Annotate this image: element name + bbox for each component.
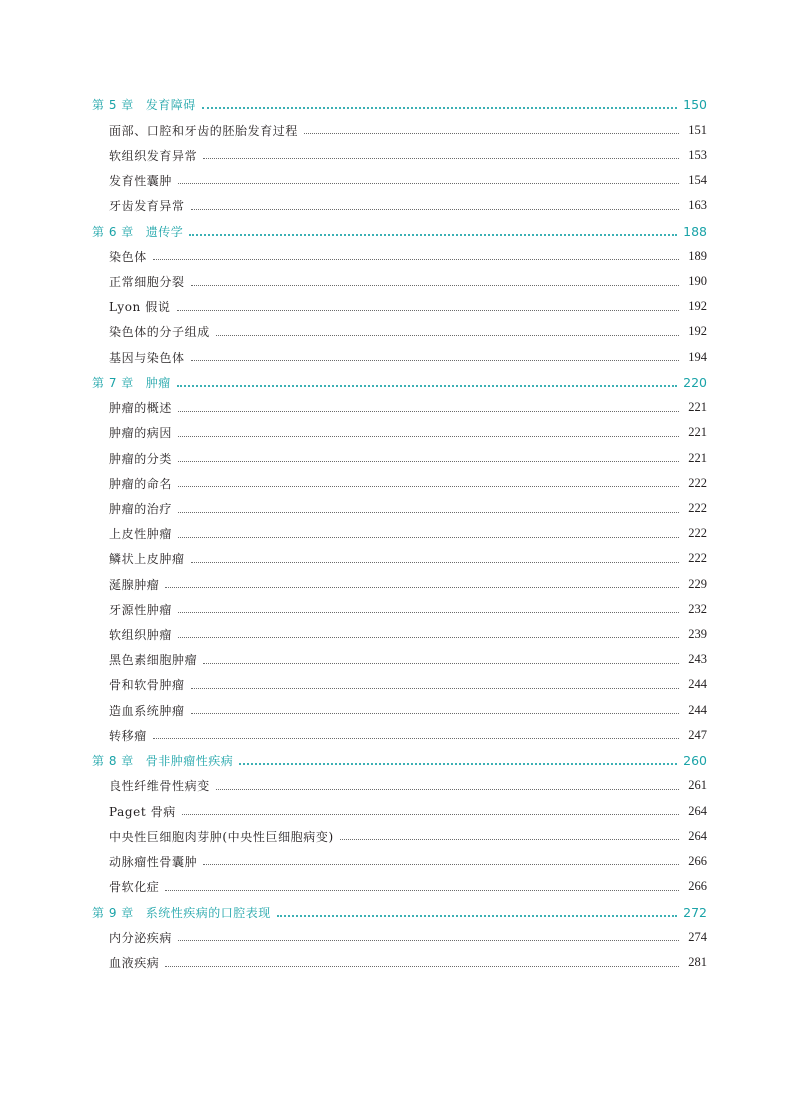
dot-leader xyxy=(178,939,679,941)
page-number: 221 xyxy=(688,425,707,440)
toc-section-entry[interactable] xyxy=(0,395,800,420)
toc-section-entry[interactable] xyxy=(0,446,800,471)
dot-leader xyxy=(203,157,679,159)
section-title: 基因与染色体 xyxy=(109,350,185,365)
page-number: 192 xyxy=(688,299,707,314)
page-number: 192 xyxy=(688,324,707,339)
page-number: 221 xyxy=(688,450,707,465)
page-number: 272 xyxy=(683,904,707,920)
section-title: 黑色素细胞肿瘤 xyxy=(109,653,198,668)
toc-section-entry[interactable] xyxy=(0,723,800,748)
dot-leader xyxy=(178,182,679,184)
toc-section-entry[interactable] xyxy=(0,143,800,168)
toc-chapter-entry[interactable] xyxy=(0,92,800,118)
section-title: 涎腺肿瘤 xyxy=(109,577,160,592)
section-title: 染色体的分子组成 xyxy=(109,325,210,340)
section-title: 鳞状上皮肿瘤 xyxy=(109,552,185,567)
dot-leader xyxy=(202,106,677,109)
page-number: 239 xyxy=(688,626,707,641)
section-title: 染色体 xyxy=(109,249,147,264)
dot-leader xyxy=(216,334,679,336)
chapter-title: 遗传学 xyxy=(145,224,184,239)
section-title: 骨和软骨肿瘤 xyxy=(109,678,185,693)
section-title: 肿瘤的治疗 xyxy=(109,502,173,517)
toc-section-entry[interactable] xyxy=(0,471,800,496)
toc-section-entry[interactable] xyxy=(0,773,800,798)
toc-section-entry[interactable] xyxy=(0,496,800,521)
page-number: 229 xyxy=(688,576,707,591)
section-title: 骨软化症 xyxy=(109,880,160,895)
page-number: 190 xyxy=(688,274,707,289)
chapter-number: 第 8 章 xyxy=(92,754,134,769)
page-number: 194 xyxy=(688,349,707,364)
chapter-number: 第 5 章 xyxy=(92,98,134,113)
page-number: 189 xyxy=(688,248,707,263)
dot-leader xyxy=(178,511,679,513)
section-title: 面部、口腔和牙齿的胚胎发育过程 xyxy=(109,123,299,138)
toc-section-entry[interactable] xyxy=(0,572,800,597)
dot-leader xyxy=(277,914,677,917)
page-number: 266 xyxy=(688,853,707,868)
toc-section-entry[interactable] xyxy=(0,118,800,143)
dot-leader xyxy=(178,636,679,638)
dot-leader xyxy=(191,208,679,210)
dot-leader xyxy=(165,965,679,967)
dot-leader xyxy=(178,410,679,412)
page-number: 151 xyxy=(688,122,707,137)
page-number: 222 xyxy=(688,475,707,490)
toc-section-entry[interactable] xyxy=(0,521,800,546)
page-number: 188 xyxy=(683,223,707,239)
section-title: 牙齿发育异常 xyxy=(109,199,185,214)
page-number: 220 xyxy=(683,374,707,390)
section-title: 肿瘤的命名 xyxy=(109,476,173,491)
dot-leader xyxy=(203,662,679,664)
dot-leader xyxy=(165,586,679,588)
dot-leader xyxy=(216,788,679,790)
page-number: 153 xyxy=(688,147,707,162)
section-title: 软组织发育异常 xyxy=(109,148,198,163)
dot-leader xyxy=(182,813,679,815)
toc-section-entry[interactable] xyxy=(0,597,800,622)
dot-leader xyxy=(178,611,679,613)
page-number: 222 xyxy=(688,526,707,541)
toc-section-entry[interactable] xyxy=(0,420,800,445)
toc-section-entry[interactable] xyxy=(0,345,800,370)
dot-leader xyxy=(153,258,679,260)
toc-chapter-entry[interactable] xyxy=(0,748,800,774)
toc-section-entry[interactable] xyxy=(0,824,800,849)
section-title: 造血系统肿瘤 xyxy=(109,703,185,718)
section-title: 内分泌疾病 xyxy=(109,930,173,945)
toc-chapter-entry[interactable] xyxy=(0,370,800,396)
page-number: 244 xyxy=(688,702,707,717)
toc-section-entry[interactable] xyxy=(0,697,800,722)
section-title: 肿瘤的分类 xyxy=(109,451,173,466)
page-number: 232 xyxy=(688,601,707,616)
dot-leader xyxy=(191,561,679,563)
toc-section-entry[interactable] xyxy=(0,950,800,975)
page-number: 274 xyxy=(688,929,707,944)
dot-leader xyxy=(153,737,679,739)
section-title: Lyon 假说 xyxy=(109,300,171,315)
page-number: 154 xyxy=(688,172,707,187)
toc-section-entry[interactable] xyxy=(0,546,800,571)
toc-section-entry[interactable] xyxy=(0,799,800,824)
toc-section-entry[interactable] xyxy=(0,874,800,899)
dot-leader xyxy=(177,384,677,387)
dot-leader xyxy=(191,284,679,286)
toc-section-entry[interactable] xyxy=(0,647,800,672)
dot-leader xyxy=(178,460,679,462)
dot-leader xyxy=(203,863,679,865)
section-title: 上皮性肿瘤 xyxy=(109,527,173,542)
dot-leader xyxy=(165,889,679,891)
dot-leader xyxy=(178,536,679,538)
dot-leader xyxy=(191,359,679,361)
dot-leader xyxy=(178,485,679,487)
toc-chapter-entry[interactable] xyxy=(0,218,800,244)
table-of-contents xyxy=(0,92,800,975)
page-number: 281 xyxy=(688,955,707,970)
toc-section-entry[interactable] xyxy=(0,925,800,950)
chapter-number: 第 6 章 xyxy=(92,224,134,239)
section-title: 肿瘤的病因 xyxy=(109,426,173,441)
section-title: 发育性囊肿 xyxy=(109,173,173,188)
toc-section-entry[interactable] xyxy=(0,319,800,344)
page-number: 260 xyxy=(683,753,707,769)
page-number: 244 xyxy=(688,677,707,692)
chapter-number: 第 7 章 xyxy=(92,375,134,390)
toc-section-entry[interactable] xyxy=(0,622,800,647)
page-number: 221 xyxy=(688,400,707,415)
page-number: 222 xyxy=(688,501,707,516)
page-number: 264 xyxy=(688,803,707,818)
dot-leader xyxy=(239,762,677,765)
toc-section-entry[interactable] xyxy=(0,294,800,319)
page-number: 261 xyxy=(688,778,707,793)
toc-section-entry[interactable] xyxy=(0,849,800,874)
toc-section-entry[interactable] xyxy=(0,269,800,294)
page-number: 163 xyxy=(688,198,707,213)
dot-leader xyxy=(191,712,679,714)
section-title: Paget 骨病 xyxy=(109,804,176,819)
page-number: 222 xyxy=(688,551,707,566)
page-number: 243 xyxy=(688,652,707,667)
chapter-title: 肿瘤 xyxy=(145,375,171,390)
dot-leader xyxy=(340,838,679,840)
section-title: 中央性巨细胞肉芽肿(中央性巨细胞病变) xyxy=(109,829,334,844)
section-title: 正常细胞分裂 xyxy=(109,275,185,290)
dot-leader xyxy=(304,132,679,134)
page-number: 150 xyxy=(683,97,707,113)
chapter-title: 发育障碍 xyxy=(145,98,196,113)
toc-section-entry[interactable] xyxy=(0,672,800,697)
section-title: 牙源性肿瘤 xyxy=(109,602,173,617)
section-title: 良性纤维骨性病变 xyxy=(109,779,210,794)
dot-leader xyxy=(189,233,677,236)
section-title: 肿瘤的概述 xyxy=(109,401,173,416)
chapter-title: 系统性疾病的口腔表现 xyxy=(145,905,271,920)
toc-section-entry[interactable] xyxy=(0,244,800,269)
section-title: 软组织肿瘤 xyxy=(109,627,173,642)
dot-leader xyxy=(178,435,679,437)
page-number: 264 xyxy=(688,828,707,843)
page-number: 266 xyxy=(688,879,707,894)
toc-section-entry[interactable] xyxy=(0,168,800,193)
section-title: 动脉瘤性骨囊肿 xyxy=(109,854,198,869)
section-title: 转移瘤 xyxy=(109,728,147,743)
chapter-title: 骨非肿瘤性疾病 xyxy=(145,754,234,769)
chapter-number: 第 9 章 xyxy=(92,905,134,920)
page-number: 247 xyxy=(688,727,707,742)
section-title: 血液疾病 xyxy=(109,956,160,971)
toc-chapter-entry[interactable] xyxy=(0,899,800,925)
dot-leader xyxy=(191,687,679,689)
toc-section-entry[interactable] xyxy=(0,193,800,218)
dot-leader xyxy=(177,309,679,311)
